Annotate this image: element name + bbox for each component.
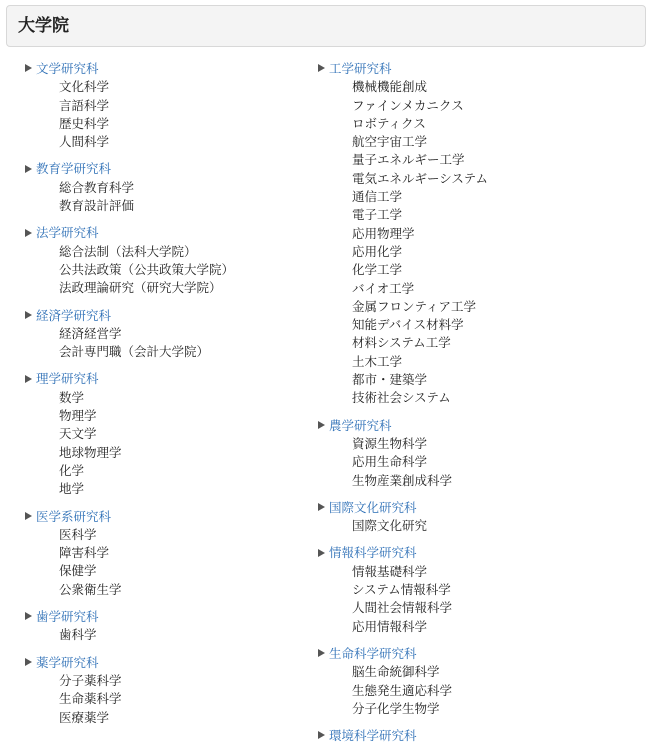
graduate-school-link[interactable]: 経済学研究科 [36, 307, 112, 323]
graduate-school-link[interactable]: 法学研究科 [36, 225, 99, 241]
graduate-school-group [22, 654, 302, 727]
department-item: 障害科学 [59, 545, 110, 561]
graduate-school-group [315, 499, 645, 536]
graduate-school-group [22, 370, 302, 498]
triangle-bullet-icon [25, 165, 32, 173]
department-item: 生命薬科学 [59, 691, 122, 707]
graduate-school-link[interactable]: 工学研究科 [329, 61, 392, 76]
department-item: 通信工学 [352, 189, 403, 205]
department-item: 知能デバイス材料学 [352, 317, 464, 333]
department-list [315, 663, 645, 718]
graduate-school-group [315, 727, 645, 745]
department-list [22, 626, 302, 644]
department-item: 歴史科学 [59, 115, 110, 131]
triangle-bullet-icon [25, 64, 32, 72]
department-item: 応用物理学 [352, 225, 415, 241]
department-item: 保健学 [59, 563, 97, 579]
department-item: 応用生命科学 [352, 454, 428, 470]
department-item: 資源生物科学 [352, 435, 428, 451]
department-list [22, 389, 302, 499]
group-header [315, 60, 645, 78]
triangle-bullet-icon [318, 549, 325, 557]
department-item: 言語科学 [59, 97, 110, 113]
department-item: 電気エネルギーシステム [352, 170, 489, 186]
department-item: 経済経営学 [59, 325, 122, 341]
department-list [315, 435, 645, 490]
graduate-school-link[interactable]: 薬学研究科 [36, 654, 99, 670]
graduate-school-link[interactable]: 農学研究科 [329, 417, 392, 433]
department-item: 航空宇宙工学 [352, 134, 428, 150]
group-header [22, 224, 302, 242]
group-header [315, 645, 645, 663]
department-item: 化学 [59, 462, 85, 478]
department-list [22, 325, 302, 362]
department-item: 化学工学 [352, 262, 403, 278]
department-item: 分子化学生物学 [352, 700, 440, 716]
graduate-school-group [315, 544, 645, 635]
department-item: 情報基礎科学 [352, 563, 428, 579]
graduate-school-group [22, 307, 302, 362]
department-item: 応用情報科学 [352, 618, 428, 634]
graduate-school-group [315, 60, 645, 408]
department-item: 電子工学 [352, 207, 403, 223]
department-item: 材料システム工学 [352, 335, 451, 351]
graduate-school-group [22, 508, 302, 599]
group-header [315, 727, 645, 745]
triangle-bullet-icon [318, 649, 325, 657]
graduate-school-link[interactable]: 文学研究科 [36, 61, 99, 76]
department-item: 国際文化研究 [352, 518, 428, 534]
department-item: 総合教育科学 [59, 179, 135, 195]
group-header [315, 417, 645, 435]
page-title: 大学院 [18, 16, 69, 36]
group-header [22, 608, 302, 626]
department-item: ロボティクス [352, 115, 426, 131]
group-header [315, 499, 645, 517]
department-item: 生物産業創成科学 [352, 472, 453, 488]
triangle-bullet-icon [25, 229, 32, 237]
department-list [22, 243, 302, 298]
department-list [22, 179, 302, 216]
department-item: 都市・建築学 [352, 372, 428, 388]
department-list [22, 672, 302, 727]
page-header [6, 5, 646, 47]
department-item: 地学 [59, 481, 85, 497]
graduate-school-group [315, 645, 645, 718]
department-item: システム情報科学 [352, 582, 451, 598]
department-item: 生態発生適応科学 [352, 682, 453, 698]
graduate-school-group [22, 608, 302, 645]
group-header [22, 307, 302, 325]
department-item: 人間社会情報科学 [352, 600, 453, 616]
graduate-school-group [22, 60, 302, 151]
group-header [22, 160, 302, 178]
department-item: ファインメカニクス [352, 97, 464, 113]
department-item: 歯科学 [59, 627, 97, 643]
right-column [315, 60, 645, 754]
triangle-bullet-icon [318, 503, 325, 511]
triangle-bullet-icon [25, 512, 32, 520]
triangle-bullet-icon [318, 64, 325, 72]
department-item: 総合法制（法科大学院） [59, 243, 197, 259]
department-item: 地球物理学 [59, 444, 122, 460]
department-item: 教育設計評価 [59, 198, 135, 214]
department-item: 医科学 [59, 526, 97, 542]
department-item: 公共法政策（公共政策大学院） [59, 261, 235, 277]
group-header [315, 544, 645, 562]
department-item: 文化科学 [59, 79, 110, 95]
department-list [22, 526, 302, 599]
graduate-school-link[interactable]: 医学系研究科 [36, 508, 112, 524]
department-item: 数学 [59, 389, 85, 405]
department-item: 法政理論研究（研究大学院） [59, 280, 222, 296]
graduate-school-group [22, 224, 302, 297]
department-item: 人間科学 [59, 134, 110, 150]
triangle-bullet-icon [25, 658, 32, 666]
department-item: 天文学 [59, 426, 97, 442]
department-item: 応用化学 [352, 243, 403, 259]
graduate-school-link[interactable]: 環境科学研究科 [329, 728, 417, 744]
group-header [22, 60, 302, 78]
department-list [315, 78, 645, 407]
graduate-school-link[interactable]: 歯学研究科 [36, 609, 99, 625]
department-item: 金属フロンティア工学 [352, 298, 477, 314]
graduate-school-link[interactable]: 理学研究科 [36, 371, 99, 387]
triangle-bullet-icon [318, 421, 325, 429]
graduate-school-link[interactable]: 国際文化研究科 [329, 499, 417, 515]
department-item: 量子エネルギー工学 [352, 152, 465, 168]
department-item: 技術社会システム [352, 390, 451, 406]
triangle-bullet-icon [25, 311, 32, 319]
department-list [315, 517, 645, 535]
department-item: 公衆衛生学 [59, 581, 122, 597]
department-item: 機械機能創成 [352, 79, 428, 95]
group-header [22, 508, 302, 526]
graduate-school-link[interactable]: 情報科学研究科 [329, 545, 417, 561]
department-item: 脳生命統御科学 [352, 664, 440, 680]
department-list [22, 78, 302, 151]
graduate-school-group [315, 417, 645, 490]
department-item: 分子薬科学 [59, 672, 122, 688]
triangle-bullet-icon [25, 375, 32, 383]
triangle-bullet-icon [318, 731, 325, 739]
group-header [22, 370, 302, 388]
graduate-school-link[interactable]: 教育学研究科 [36, 161, 112, 177]
department-item: バイオ工学 [352, 280, 415, 296]
triangle-bullet-icon [25, 612, 32, 620]
department-list [315, 563, 645, 636]
left-column [22, 60, 302, 736]
department-item: 会計専門職（会計大学院） [59, 344, 210, 360]
graduate-school-link[interactable]: 生命科学研究科 [329, 645, 417, 661]
department-item: 医療薬学 [59, 709, 110, 725]
department-item: 土木工学 [352, 353, 403, 369]
department-item: 物理学 [59, 408, 97, 424]
group-header [22, 654, 302, 672]
graduate-school-group [22, 160, 302, 215]
